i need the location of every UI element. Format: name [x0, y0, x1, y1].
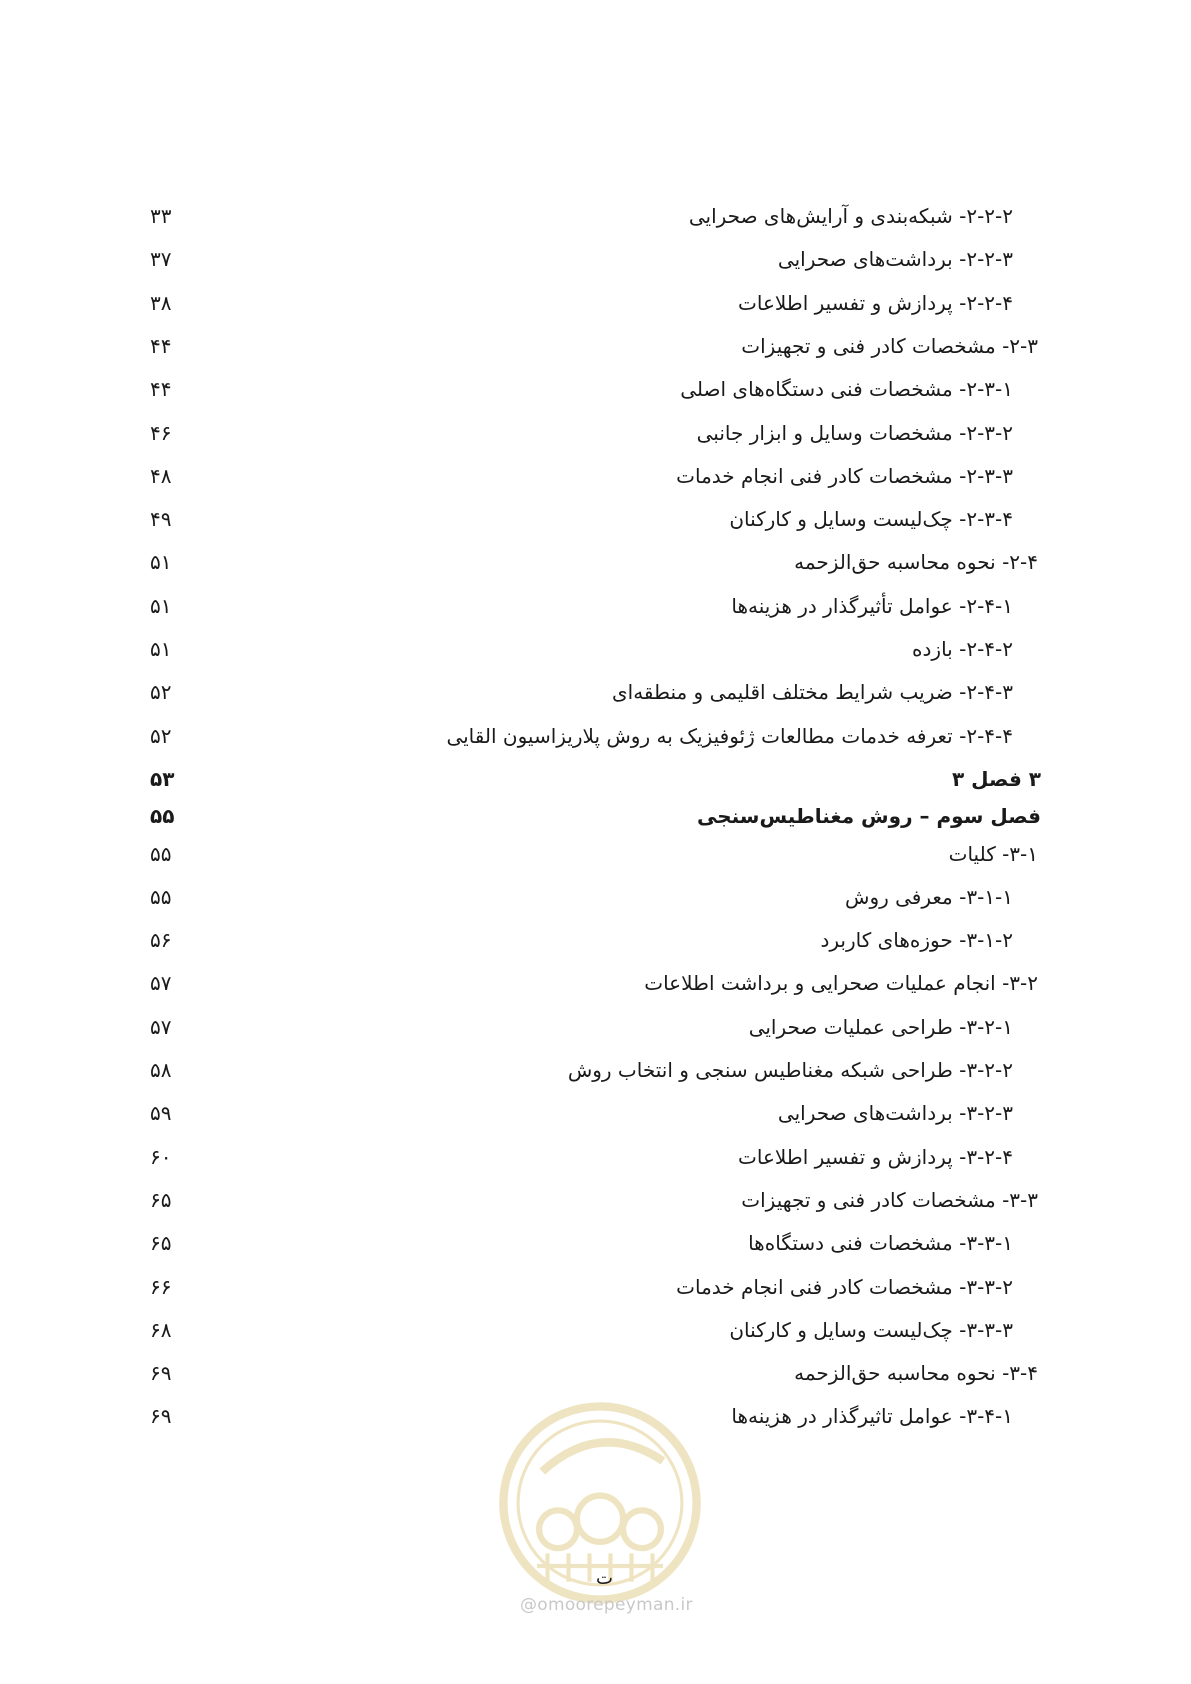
toc-entry-page-number: ۵۲ — [150, 723, 172, 748]
toc-entry-page-number: ۶۶ — [150, 1274, 172, 1299]
page-number-letter: ت — [596, 1568, 613, 1589]
toc-entry-title: ۳-۱- کلیات — [948, 841, 1038, 866]
toc-entry-page-number: ۵۵ — [150, 884, 172, 909]
toc-entry-title: ۲-۲-۲- شبکه‌بندی و آرایش‌های صحرایی — [688, 204, 1013, 228]
toc-entry[interactable] — [0, 1353, 1191, 1393]
toc-entry[interactable] — [0, 413, 1191, 453]
toc-entry-title: ۳-۲-۳- برداشت‌های صحرایی — [777, 1101, 1013, 1126]
toc-entry-title: ۳-۲-۲- طراحی شبکه مغناطیس سنجی و انتخاب روش — [567, 1058, 1013, 1082]
toc-entry-page-number: ۴۶ — [150, 420, 172, 445]
toc-entry[interactable] — [0, 672, 1191, 712]
toc-entry-title: ۳-۳-۱- مشخصات فنی دستگاه‌ها — [748, 1231, 1013, 1256]
toc-entry-page-number: ۵۵ — [150, 841, 172, 866]
toc-entry-title: ۳-۲-۴- پردازش و تفسیر اطلاعات — [738, 1144, 1013, 1169]
toc-entry-title: ۳ فصل ۳ — [951, 766, 1041, 791]
toc-entry-page-number: ۴۴ — [150, 333, 172, 358]
toc-entry[interactable] — [0, 920, 1191, 960]
toc-entry[interactable] — [0, 796, 1191, 836]
toc-entry[interactable] — [0, 1223, 1191, 1263]
toc-entry-title: ۳-۳-۲- مشخصات کادر فنی انجام خدمات — [676, 1274, 1013, 1299]
toc-entry-page-number: ۴۴ — [150, 377, 172, 402]
toc-entry-title: ۲-۳-۲- مشخصات وسایل و ابزار جانبی — [696, 420, 1013, 445]
toc-entry-title: ۲-۴-۴- تعرفه خدمات مطالعات ژئوفیزیک به روش پلاریزاسیون القایی — [446, 723, 1013, 748]
toc-entry-title: ۳-۲-۱- طراحی عملیات صحرایی — [748, 1014, 1013, 1039]
toc-entry-page-number: ۵۹ — [150, 1101, 172, 1126]
toc-entry[interactable] — [0, 1137, 1191, 1177]
toc-entry-title: ۲-۳-۳- مشخصات کادر فنی انجام خدمات — [676, 463, 1013, 488]
toc-entry-page-number: ۵۸ — [150, 1058, 172, 1082]
toc-entry-title: ۲-۴-۲- بازده — [912, 637, 1013, 661]
toc-entry-page-number: ۶۹ — [150, 1404, 172, 1429]
toc-entry-page-number: ۴۸ — [150, 463, 172, 488]
toc-entry[interactable] — [0, 834, 1191, 874]
toc-entry-title: ۲-۴- نحوه محاسبه حق‌الزحمه — [794, 550, 1038, 575]
toc-entry-page-number: ۵۶ — [150, 928, 172, 953]
toc-entry-page-number: ۵۱ — [150, 550, 172, 575]
toc-entry-title: ۳-۴-۱- عوامل تاثیرگذار در هزینه‌ها — [731, 1404, 1013, 1429]
toc-entry-title: ۲-۳- مشخصات کادر فنی و تجهیزات — [741, 333, 1038, 358]
toc-entry-title: ۲-۴-۱- عوامل تأثیرگذار در هزینه‌ها — [731, 593, 1013, 618]
toc-entry[interactable] — [0, 499, 1191, 539]
toc-entry-page-number: ۳۸ — [150, 290, 172, 315]
toc-entry-title: ۳-۳-۳- چک‌لیست وسایل و کارکنان — [729, 1317, 1013, 1342]
toc-entry-page-number: ۵۷ — [150, 1014, 172, 1039]
toc-entry[interactable] — [0, 1007, 1191, 1047]
toc-entry[interactable] — [0, 1180, 1191, 1220]
toc-entry-page-number: ۳۳ — [150, 204, 172, 228]
toc-entry-page-number: ۶۹ — [150, 1361, 172, 1386]
toc-entry[interactable] — [0, 1093, 1191, 1133]
toc-entry-page-number: ۶۵ — [150, 1187, 172, 1212]
toc-entry[interactable] — [0, 326, 1191, 366]
toc-entry-page-number: ۵۵ — [150, 804, 175, 829]
toc-entry-title: ۲-۲-۳- برداشت‌های صحرایی — [777, 247, 1013, 272]
toc-entry-page-number: ۵۳ — [150, 766, 175, 791]
toc-entry-title: فصل سوم – روش مغناطیس‌سنجی — [696, 804, 1041, 829]
toc-entry-page-number: ۵۲ — [150, 680, 172, 705]
toc-entry[interactable] — [0, 1310, 1191, 1350]
toc-entry-title: ۳-۲- انجام عملیات صحرایی و برداشت اطلاعات — [644, 971, 1038, 996]
toc-entry-title: ۲-۳-۱- مشخصات فنی دستگاه‌های اصلی — [680, 377, 1013, 402]
toc-entry-title: ۲-۲-۴- پردازش و تفسیر اطلاعات — [738, 290, 1013, 315]
toc-entry[interactable] — [0, 542, 1191, 582]
toc-entry-title: ۲-۴-۳- ضریب شرایط مختلف اقلیمی و منطقه‌ای — [611, 680, 1013, 705]
toc-entry[interactable] — [0, 456, 1191, 496]
toc-entry-page-number: ۶۸ — [150, 1317, 172, 1342]
toc-entry[interactable] — [0, 1050, 1191, 1090]
toc-entry[interactable] — [0, 239, 1191, 279]
toc-entry[interactable] — [0, 629, 1191, 669]
toc-entry[interactable] — [0, 759, 1191, 799]
toc-entry-page-number: ۵۱ — [150, 637, 172, 661]
toc-entry-page-number: ۶۵ — [150, 1231, 172, 1256]
toc-entry[interactable] — [0, 369, 1191, 409]
toc-entry-page-number: ۳۷ — [150, 247, 172, 272]
toc-entry[interactable] — [0, 716, 1191, 756]
toc-entry-page-number: ۶۰ — [150, 1144, 172, 1169]
toc-entry[interactable] — [0, 196, 1191, 236]
toc-entry-title: ۳-۱-۱- معرفی روش — [845, 884, 1013, 909]
toc-entry-title: ۳-۴- نحوه محاسبه حق‌الزحمه — [794, 1361, 1038, 1386]
toc-entry-page-number: ۵۷ — [150, 971, 172, 996]
toc-entry-title: ۳-۳- مشخصات کادر فنی و تجهیزات — [741, 1187, 1038, 1212]
toc-entry[interactable] — [0, 283, 1191, 323]
toc-entry[interactable] — [0, 586, 1191, 626]
toc-entry-title: ۲-۳-۴- چک‌لیست وسایل و کارکنان — [729, 507, 1013, 532]
toc-entry-title: ۳-۱-۲- حوزه‌های کاربرد — [820, 928, 1013, 953]
toc-entry-page-number: ۴۹ — [150, 507, 172, 532]
toc-entry[interactable] — [0, 963, 1191, 1003]
toc-entry[interactable] — [0, 877, 1191, 917]
toc-entry-page-number: ۵۱ — [150, 593, 172, 618]
website-watermark: @omoorepeyman.ir — [520, 1595, 693, 1615]
toc-entry[interactable] — [0, 1267, 1191, 1307]
